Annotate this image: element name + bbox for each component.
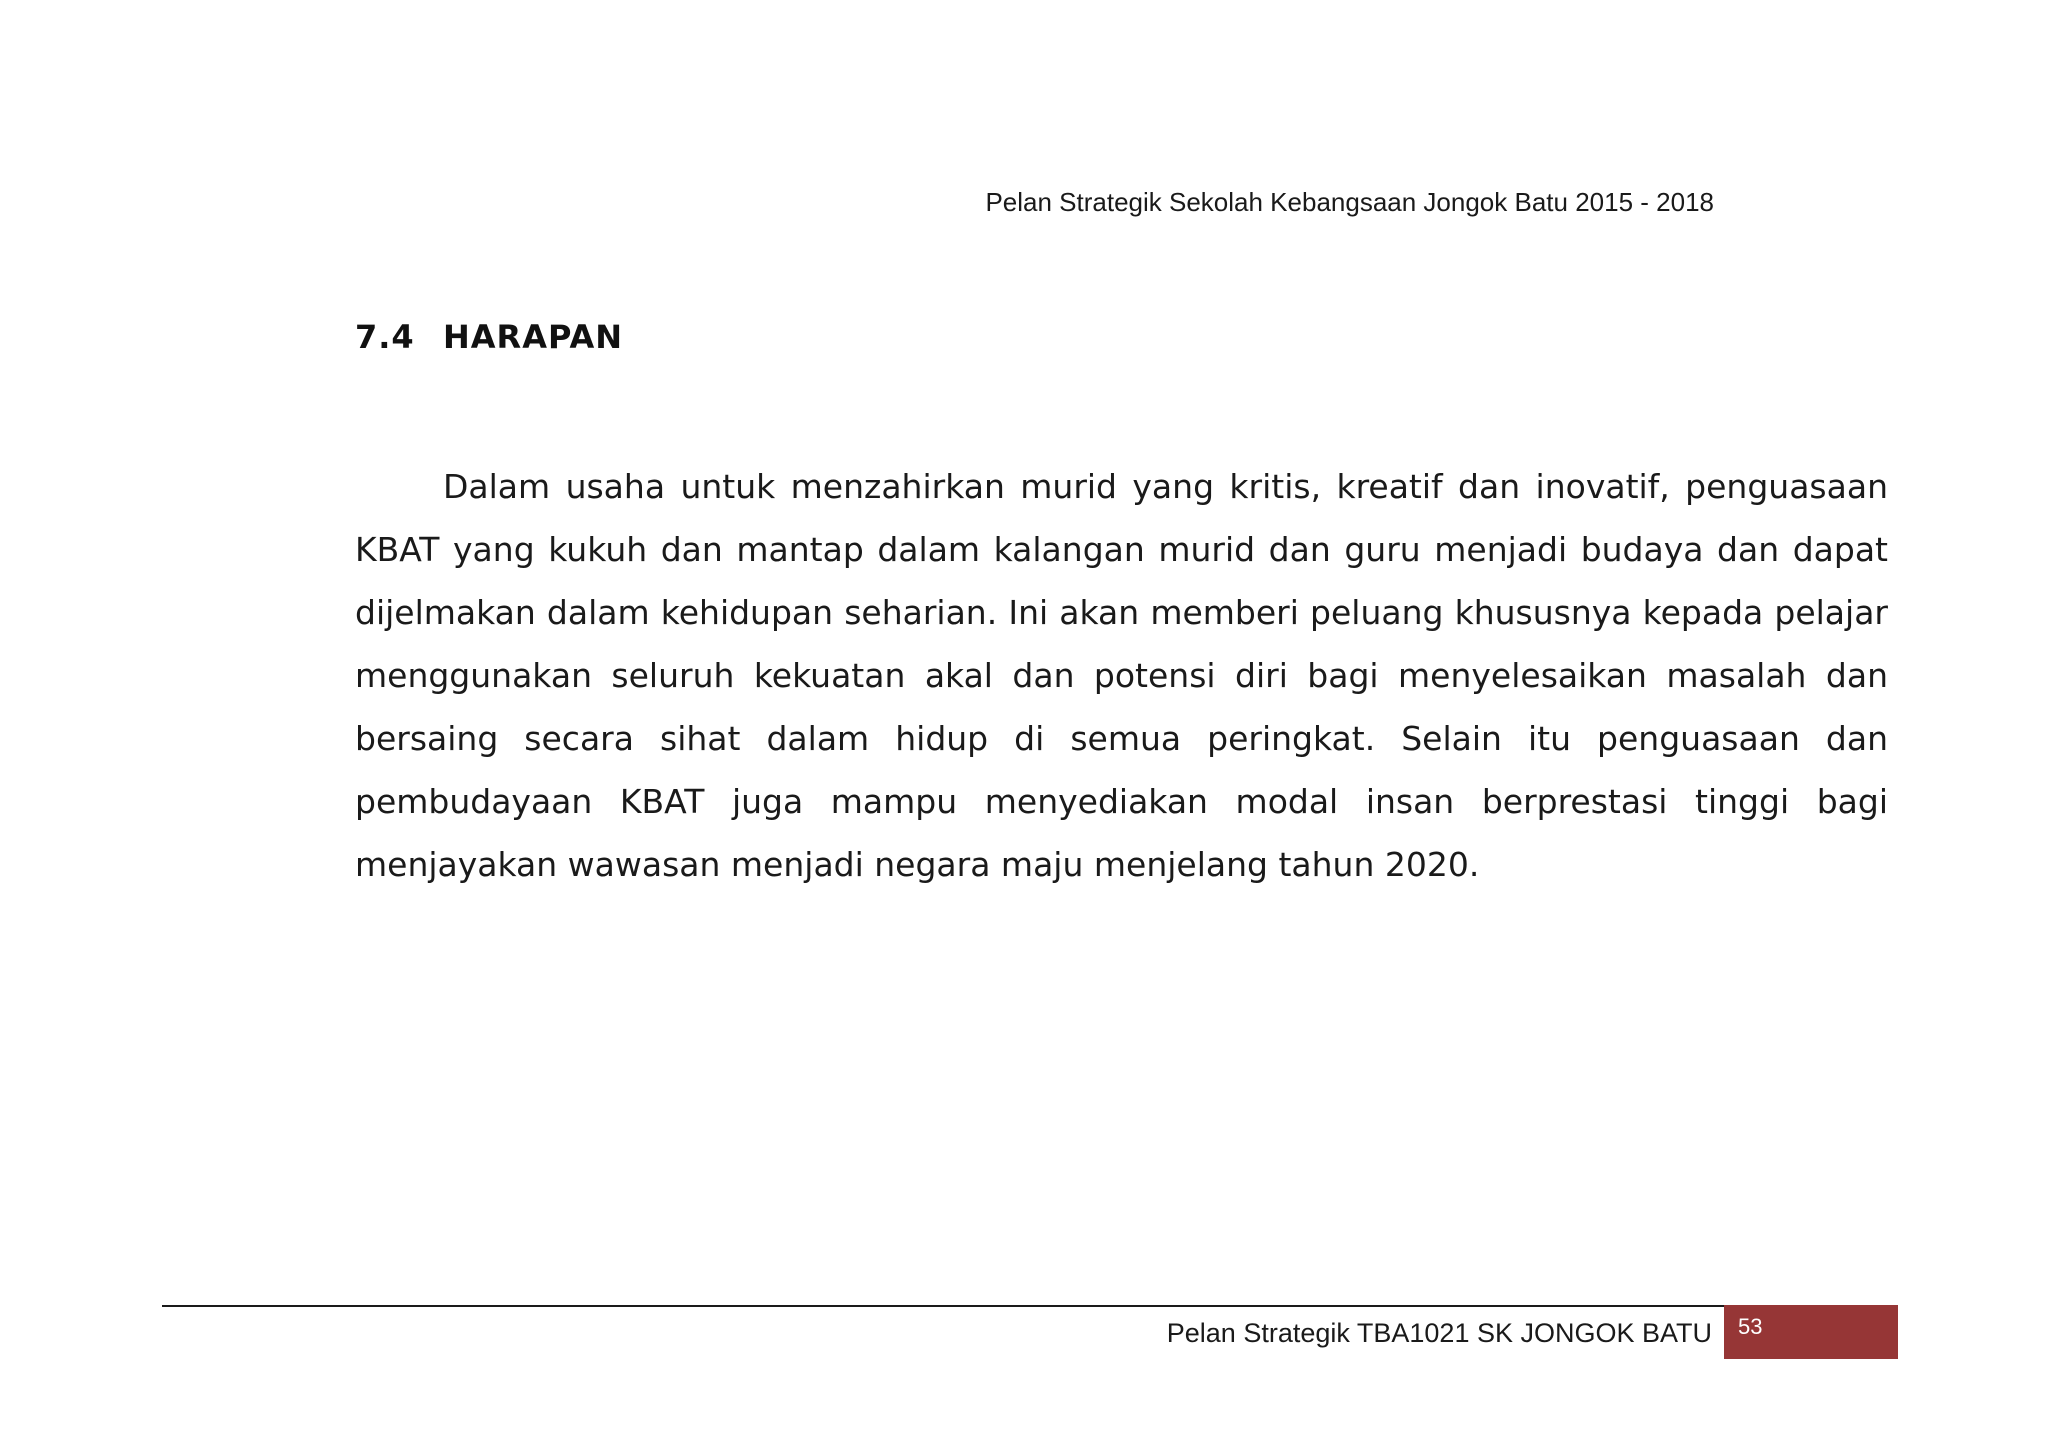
running-header: Pelan Strategik Sekolah Kebangsaan Jongok Batu 2015 - 2018	[985, 187, 1714, 217]
section-heading	[355, 318, 623, 356]
body-paragraph: Dalam usaha untuk menzahirkan murid yang kritis, kreatif dan inovatif, penguasaan KBAT yang kukuh dan mantap dalam kalangan murid dan guru menjadi budaya dan dapat dijelmakan dalam kehidupan seharian. Ini akan memberi peluang khususnya kepada pelajar menggunakan seluruh kekuatan akal dan potensi diri bagi menyelesaikan masalah dan bersaing secara sihat dalam hidup di semua peringkat. Selain itu penguasaan dan pembudayaan KBAT juga mampu menyediakan modal insan berprestasi tinggi bagi menjayakan wawasan menjadi negara maju menjelang tahun 2020.	[355, 467, 1888, 884]
section-number: 7.4	[355, 318, 415, 356]
footer-text: Pelan Strategik TBA1021 SK JONGOK BATU	[1166, 1318, 1712, 1348]
section-title: HARAPAN	[443, 318, 624, 356]
footer-divider	[162, 1305, 1898, 1307]
page-number-badge	[1724, 1305, 1898, 1359]
page-number: 53	[1738, 1314, 1763, 1339]
